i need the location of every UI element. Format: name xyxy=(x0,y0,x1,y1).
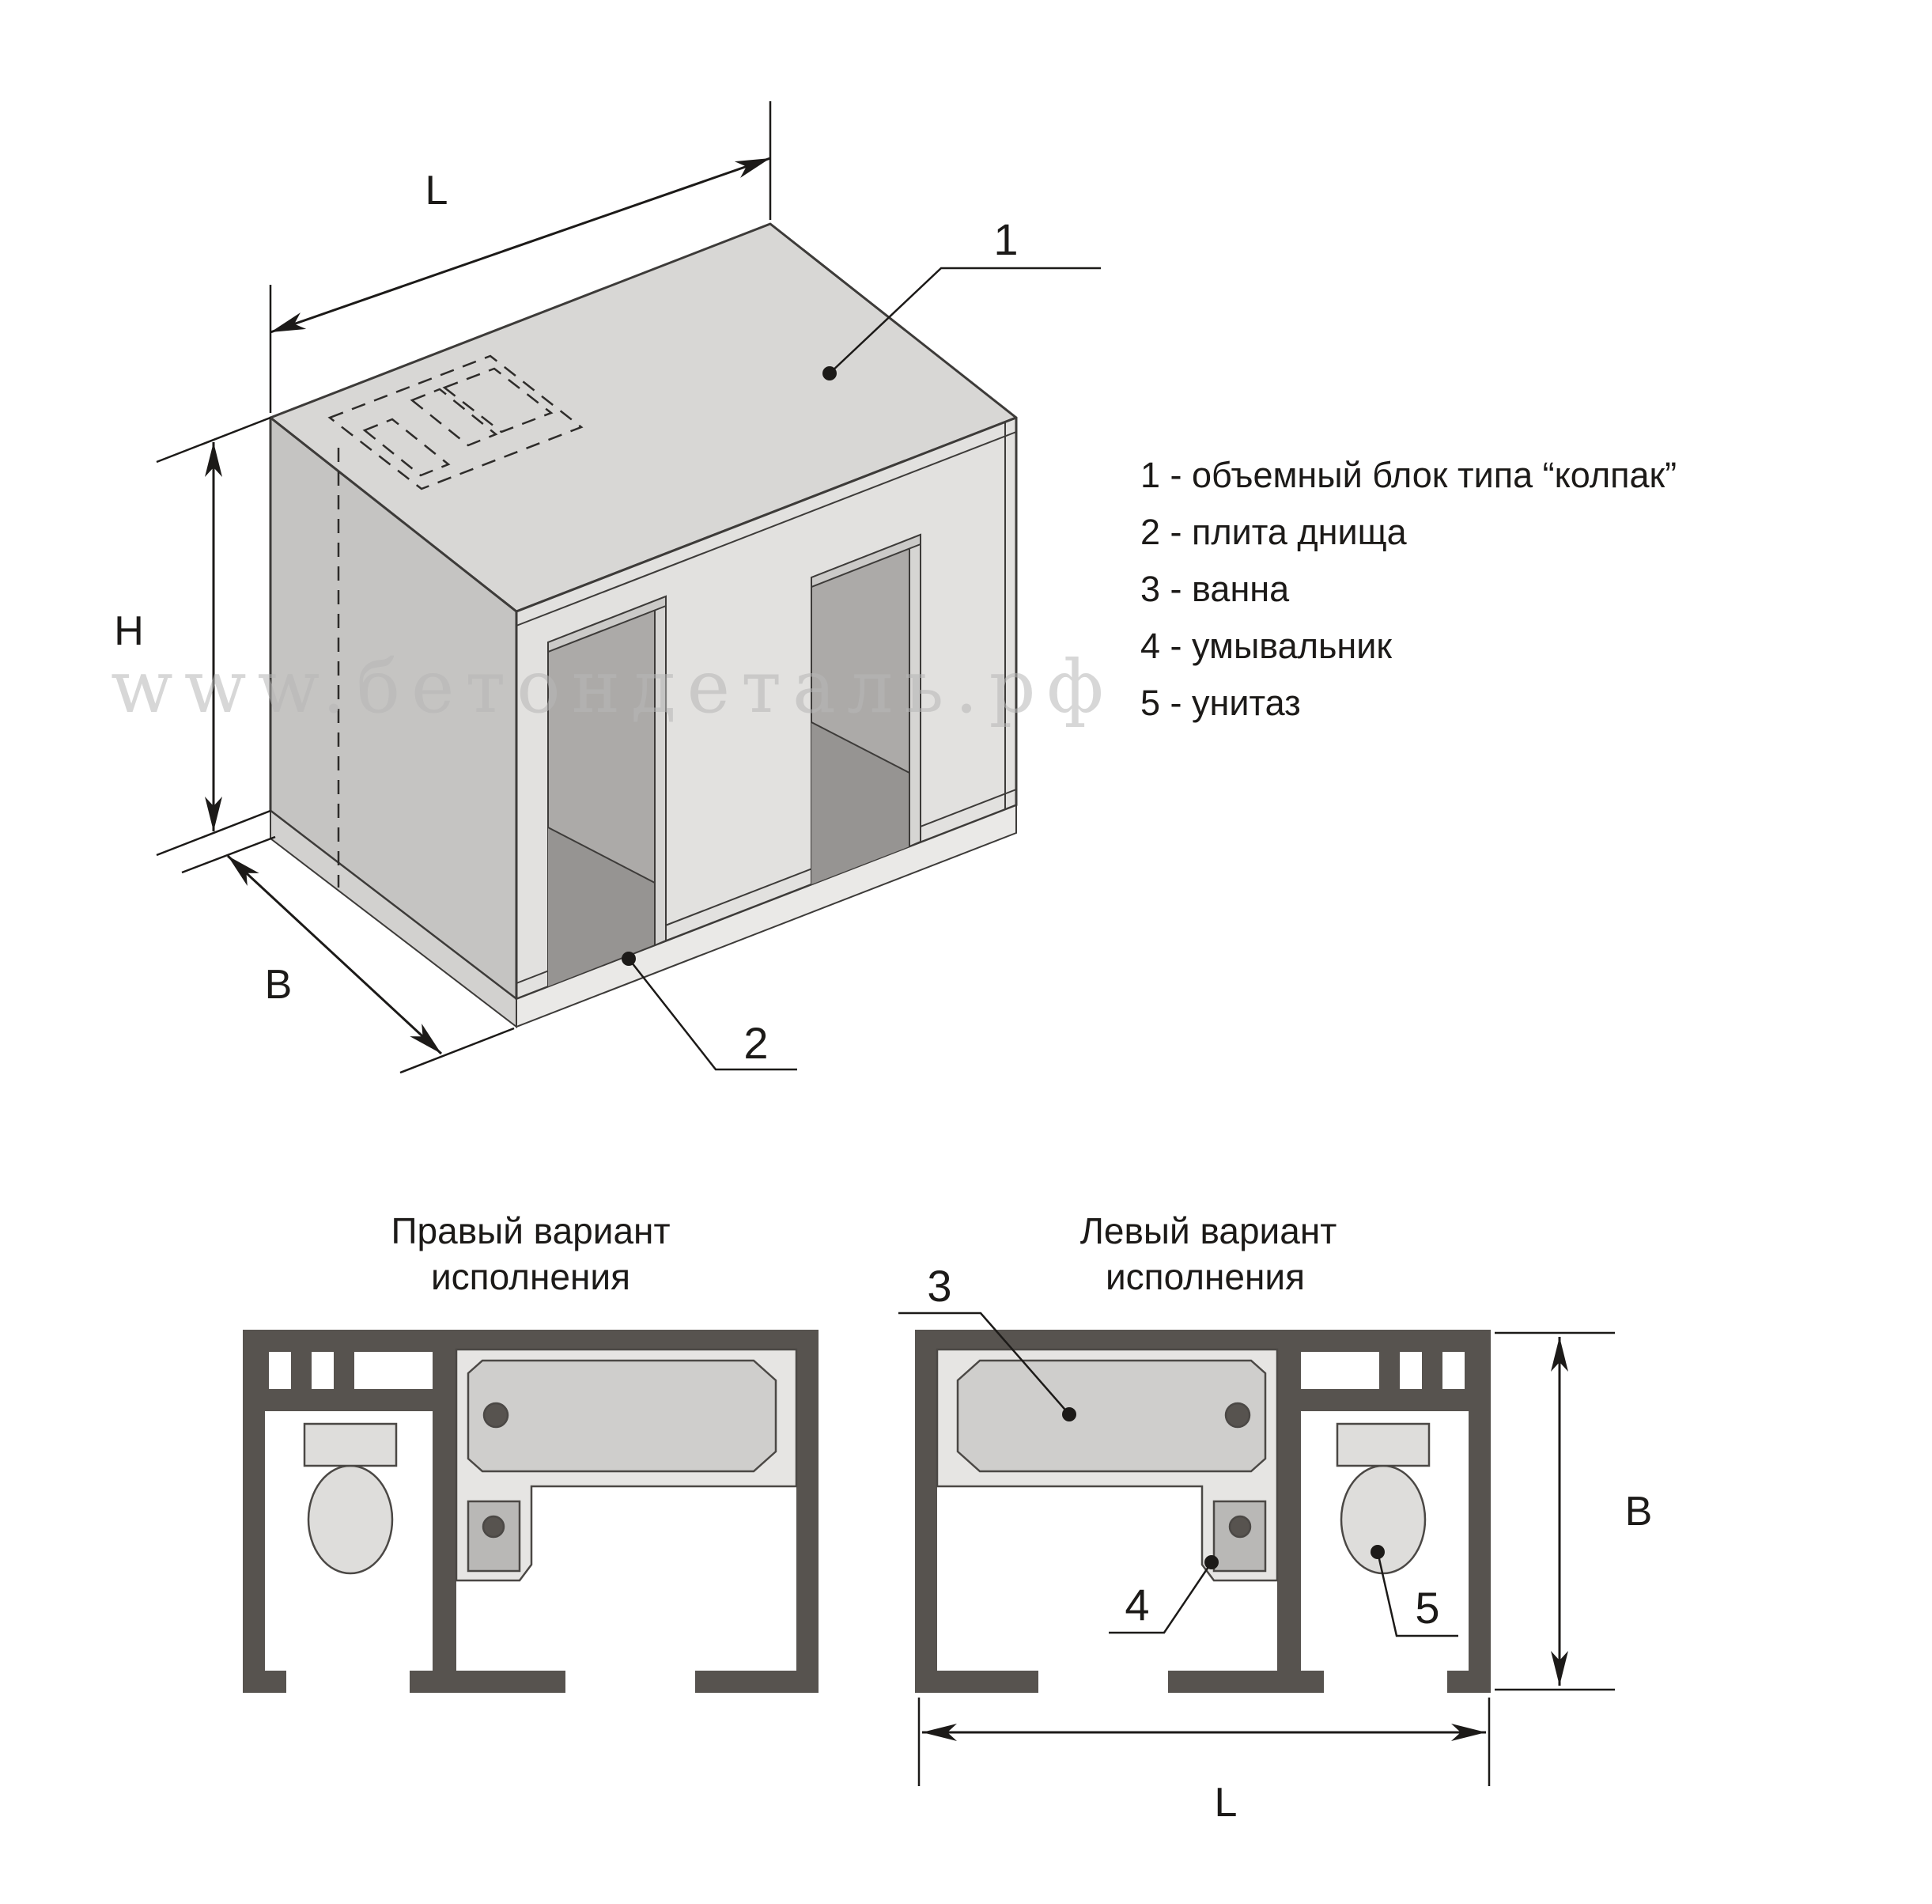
dimension-B-plan xyxy=(1495,1333,1652,1690)
dim-label-B: B xyxy=(1624,1489,1653,1535)
wall-right xyxy=(796,1330,819,1693)
washbasin-drain xyxy=(1230,1516,1250,1537)
legend xyxy=(1140,455,1677,723)
wall-stub-bottom-left xyxy=(243,1671,286,1693)
plan-right-title-line2: исполнения xyxy=(430,1256,631,1297)
callout-label-5: 5 xyxy=(1415,1583,1440,1633)
legend-item-3: 3 - ванна xyxy=(1140,569,1290,609)
window-pillar xyxy=(1422,1352,1442,1389)
isometric-view xyxy=(114,101,1101,1073)
wall-stub-bottom-left xyxy=(915,1671,1038,1693)
plan-left-fixtures xyxy=(937,1349,1429,1580)
window-pillar xyxy=(265,1352,269,1389)
legend-item-2: 2 - плита днища xyxy=(1140,512,1407,552)
legend-item-4: 4 - умывальник xyxy=(1140,626,1393,666)
window-pillar xyxy=(1465,1352,1469,1389)
dim-label-L: L xyxy=(425,168,448,214)
wall-stub-bottom-right xyxy=(695,1671,819,1693)
plan-right-variant xyxy=(243,1210,819,1693)
bathtub-drain xyxy=(484,1403,508,1427)
dim-label-L: L xyxy=(1214,1780,1238,1826)
dim-label-B: B xyxy=(264,962,293,1008)
dim-label-H: H xyxy=(114,608,144,654)
callout-label-2: 2 xyxy=(743,1018,769,1068)
washbasin-drain xyxy=(483,1516,504,1537)
ext-line xyxy=(182,837,275,873)
plan-left-variant xyxy=(898,1210,1652,1826)
bathtub xyxy=(958,1361,1265,1471)
toilet-bowl xyxy=(1341,1466,1425,1573)
window-sill-band xyxy=(1277,1389,1469,1411)
window-sill-band xyxy=(265,1389,456,1411)
plan-left-title-line1: Левый вариант xyxy=(1079,1210,1337,1251)
plan-right-fixtures xyxy=(304,1349,796,1580)
legend-item-5: 5 - унитаз xyxy=(1140,683,1301,723)
wall-left xyxy=(915,1330,937,1693)
toilet-tank xyxy=(1337,1424,1429,1466)
leader-dot xyxy=(1062,1407,1076,1421)
leader-line xyxy=(629,959,797,1069)
toilet-tank xyxy=(304,1424,396,1466)
callout-sink xyxy=(1109,1555,1219,1633)
plan-right-title-line1: Правый вариант xyxy=(391,1210,671,1251)
leader-dot xyxy=(1371,1545,1385,1559)
wall-stub-bottom-mid xyxy=(410,1671,565,1693)
toilet-bowl xyxy=(308,1466,392,1573)
window-pillar xyxy=(334,1352,354,1389)
bathtub xyxy=(468,1361,776,1471)
callout-label-1: 1 xyxy=(993,214,1019,264)
watermark: www.бетондеталь.рф xyxy=(111,645,1115,729)
wall-right xyxy=(1469,1330,1491,1693)
wall-stub-bottom-right xyxy=(1447,1671,1491,1693)
ext-line xyxy=(400,1028,514,1073)
callout-label-4: 4 xyxy=(1125,1580,1150,1630)
legend-item-1: 1 - объемный блок типа “колпак” xyxy=(1140,455,1677,495)
dimension-L-plan xyxy=(919,1698,1489,1826)
wall-stub-bottom-mid xyxy=(1168,1671,1324,1693)
wall-left xyxy=(243,1330,265,1693)
leader-dot xyxy=(1204,1555,1219,1569)
dimension-H-iso xyxy=(114,418,270,855)
window-pillar xyxy=(291,1352,312,1389)
callout-label-3: 3 xyxy=(927,1261,952,1311)
bathtub-drain xyxy=(1226,1403,1250,1427)
plan-left-title-line2: исполнения xyxy=(1105,1256,1306,1297)
window-pillar xyxy=(1379,1352,1400,1389)
